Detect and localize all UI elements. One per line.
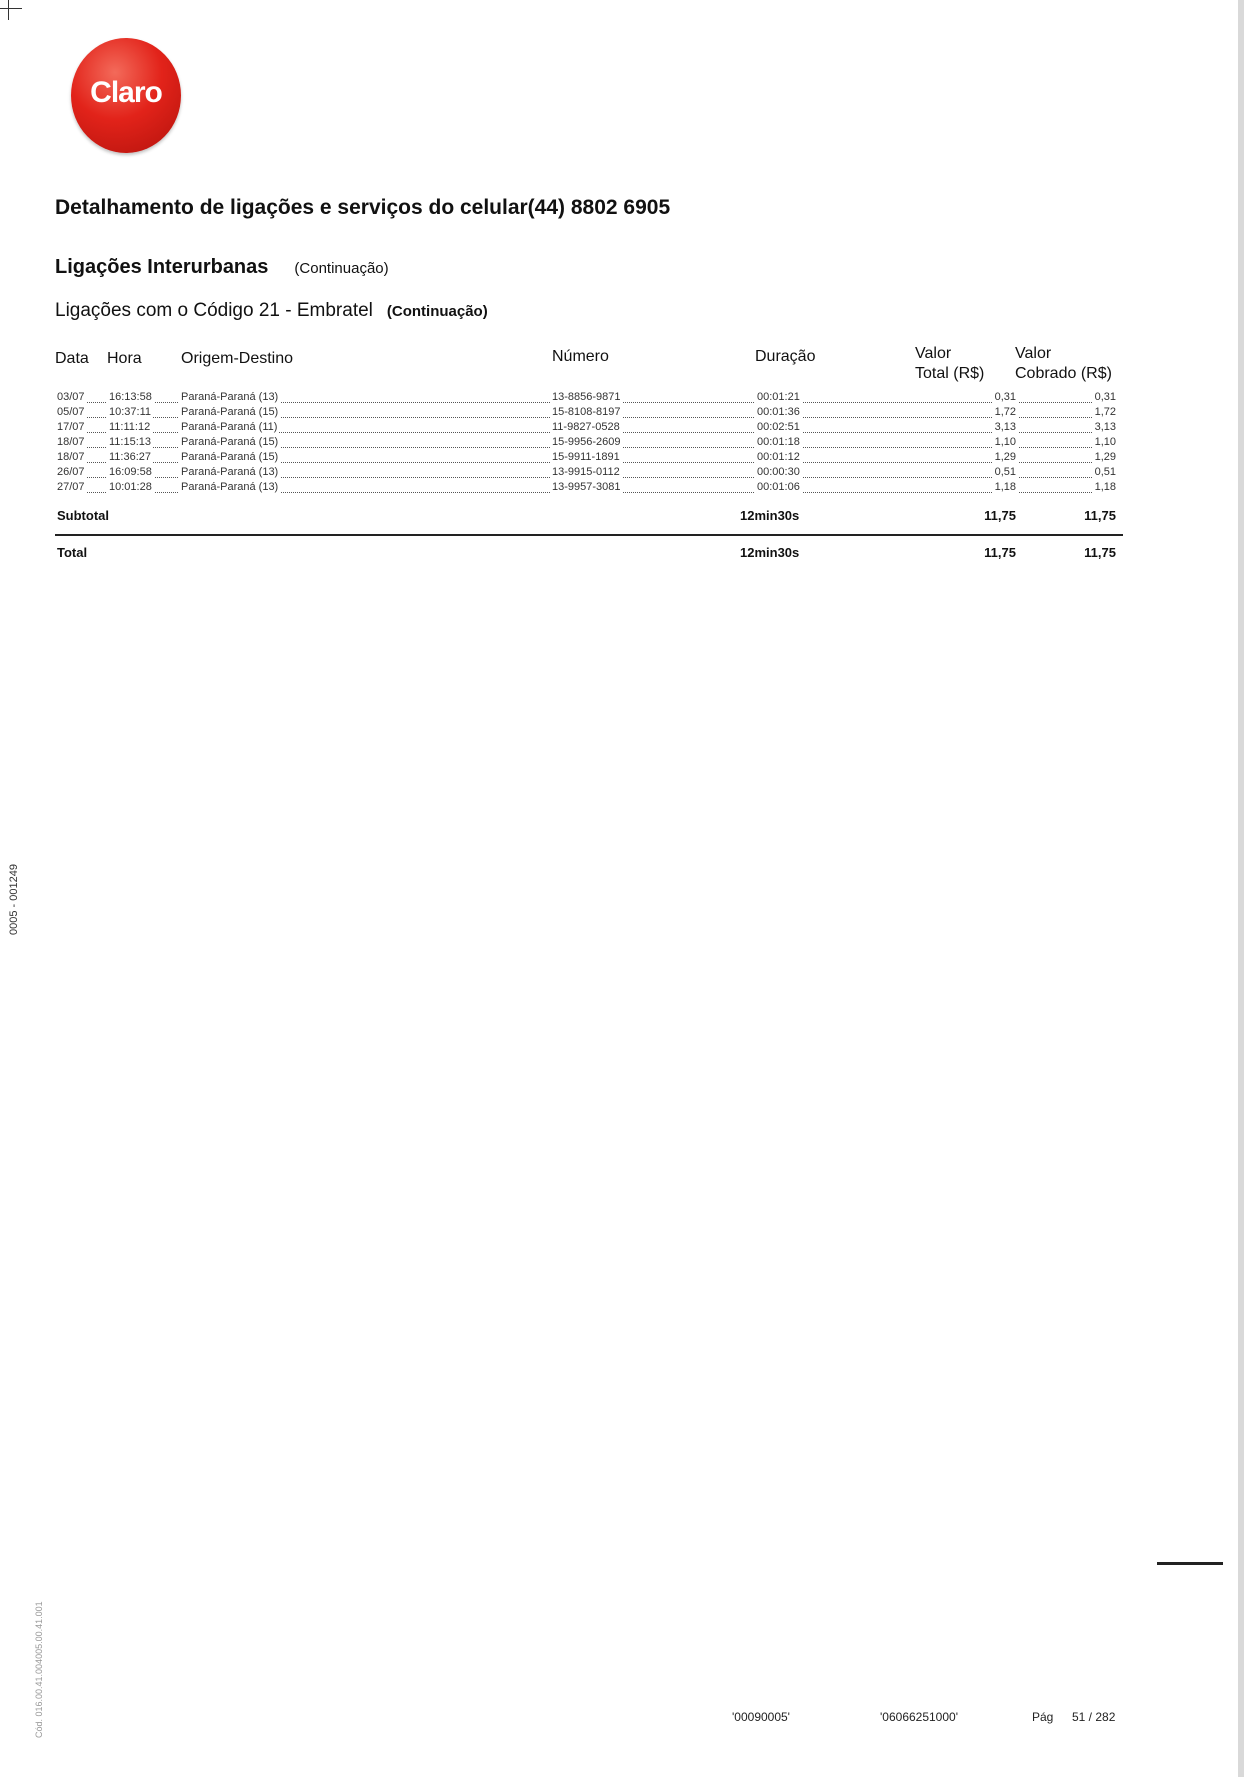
cell-total: 1,72 bbox=[994, 406, 1016, 418]
side-doc-code: Cód. 016.00.41.004005.00.41.001 bbox=[34, 1601, 44, 1738]
cell-total: 0,31 bbox=[994, 391, 1016, 403]
cell-origem: Paraná-Paraná (15) bbox=[181, 406, 279, 418]
subtotal-cobrado: 11,75 bbox=[1084, 508, 1116, 523]
cell-numero: 15-9956-2609 bbox=[552, 436, 621, 448]
section-continuation: (Continuação) bbox=[294, 260, 389, 277]
cell-cobrado: 1,18 bbox=[1094, 481, 1116, 493]
cell-total: 1,18 bbox=[994, 481, 1016, 493]
footer-page-number: 51 / 282 bbox=[1072, 1710, 1116, 1724]
side-code: 0005 - 001249 bbox=[8, 864, 20, 935]
table-row bbox=[55, 465, 1118, 480]
cell-origem: Paraná-Paraná (13) bbox=[181, 466, 279, 478]
table-row bbox=[55, 390, 1118, 405]
total-cobrado: 11,75 bbox=[1084, 545, 1116, 560]
footer-code-1: '00090005' bbox=[732, 1710, 790, 1724]
cell-cobrado: 0,31 bbox=[1094, 391, 1116, 403]
cell-total: 1,29 bbox=[994, 451, 1016, 463]
footer-page-label: Pág bbox=[1032, 1710, 1054, 1724]
cell-numero: 13-9957-3081 bbox=[552, 481, 621, 493]
cell-hora: 16:09:58 bbox=[109, 466, 152, 478]
section-heading bbox=[55, 256, 389, 279]
subtotal-total: 11,75 bbox=[984, 508, 1016, 523]
cell-cobrado: 3,13 bbox=[1094, 421, 1116, 433]
cell-cobrado: 1,29 bbox=[1094, 451, 1116, 463]
cell-cobrado: 1,10 bbox=[1094, 436, 1116, 448]
header-origem-destino: Origem-Destino bbox=[181, 350, 294, 367]
cell-hora: 10:01:28 bbox=[109, 481, 152, 493]
subsection-heading bbox=[55, 300, 488, 322]
subtotal-label: Subtotal bbox=[57, 508, 109, 523]
cell-cobrado: 1,72 bbox=[1094, 406, 1116, 418]
page-title: Detalhamento de ligações e serviços do celular(44) 8802 6905 bbox=[55, 196, 671, 219]
claro-logo bbox=[71, 38, 181, 153]
table-row bbox=[55, 435, 1118, 450]
cell-duracao: 00:01:36 bbox=[757, 406, 800, 418]
cell-hora: 11:15:13 bbox=[109, 436, 152, 448]
cell-hora: 11:36:27 bbox=[109, 451, 152, 463]
cell-total: 1,10 bbox=[994, 436, 1016, 448]
cell-cobrado: 0,51 bbox=[1094, 466, 1116, 478]
cell-numero: 13-9915-0112 bbox=[552, 466, 620, 478]
cell-data: 18/07 bbox=[57, 451, 85, 463]
header-valor-total-1: Valor bbox=[915, 345, 952, 362]
cell-numero: 11-9827-0528 bbox=[552, 421, 620, 433]
cell-origem: Paraná-Paraná (13) bbox=[181, 481, 279, 493]
cell-data: 27/07 bbox=[57, 481, 85, 493]
cell-data: 03/07 bbox=[57, 391, 85, 403]
header-data: Data bbox=[55, 350, 89, 367]
cell-numero: 15-8108-8197 bbox=[552, 406, 621, 418]
page-mark bbox=[1157, 1562, 1223, 1565]
section-title: Ligações Interurbanas bbox=[55, 256, 269, 278]
subtotal-duracao: 12min30s bbox=[740, 508, 800, 523]
cell-origem: Paraná-Paraná (15) bbox=[181, 451, 279, 463]
footer-code-2: '06066251000' bbox=[880, 1710, 958, 1724]
header-valor-total-2: Total (R$) bbox=[915, 365, 985, 382]
logo-text: Claro bbox=[90, 76, 162, 109]
crop-mark bbox=[8, 0, 9, 20]
cell-numero: 13-8856-9871 bbox=[552, 391, 621, 403]
cell-data: 05/07 bbox=[57, 406, 85, 418]
cell-duracao: 00:01:06 bbox=[757, 481, 800, 493]
cell-numero: 15-9911-1891 bbox=[552, 451, 620, 463]
cell-duracao: 00:01:18 bbox=[757, 436, 800, 448]
cell-duracao: 00:00:30 bbox=[757, 466, 800, 478]
subsection-title: Ligações com o Código 21 - Embratel bbox=[55, 300, 373, 321]
scan-edge bbox=[1238, 0, 1244, 1777]
cell-origem: Paraná-Paraná (13) bbox=[181, 391, 279, 403]
cell-total: 0,51 bbox=[994, 466, 1016, 478]
total-label: Total bbox=[57, 545, 88, 560]
cell-data: 17/07 bbox=[57, 421, 85, 433]
table-row bbox=[55, 405, 1118, 420]
total-duracao: 12min30s bbox=[740, 545, 800, 560]
table-row bbox=[55, 480, 1118, 495]
cell-data: 26/07 bbox=[57, 466, 85, 478]
crop-mark bbox=[0, 8, 22, 9]
table-row bbox=[55, 450, 1118, 465]
cell-origem: Paraná-Paraná (15) bbox=[181, 436, 279, 448]
subsection-continuation: (Continuação) bbox=[386, 303, 488, 320]
total-row bbox=[55, 544, 1118, 562]
header-valor-cobrado-2: Cobrado (R$) bbox=[1015, 365, 1112, 382]
cell-total: 3,13 bbox=[994, 421, 1016, 433]
subtotal-row bbox=[55, 507, 1118, 525]
total-separator bbox=[55, 534, 1123, 536]
header-hora: Hora bbox=[107, 350, 142, 367]
cell-hora: 10:37:11 bbox=[109, 406, 152, 418]
table-row bbox=[55, 420, 1118, 435]
cell-duracao: 00:01:21 bbox=[757, 391, 800, 403]
header-duracao: Duração bbox=[755, 348, 816, 365]
header-valor-cobrado-1: Valor bbox=[1015, 345, 1052, 362]
cell-duracao: 00:01:12 bbox=[757, 451, 800, 463]
cell-data: 18/07 bbox=[57, 436, 85, 448]
header-numero: Número bbox=[552, 348, 609, 365]
cell-hora: 11:11:12 bbox=[109, 421, 151, 433]
total-total: 11,75 bbox=[984, 545, 1016, 560]
cell-duracao: 00:02:51 bbox=[757, 421, 800, 433]
cell-hora: 16:13:58 bbox=[109, 391, 152, 403]
cell-origem: Paraná-Paraná (11) bbox=[181, 421, 278, 433]
